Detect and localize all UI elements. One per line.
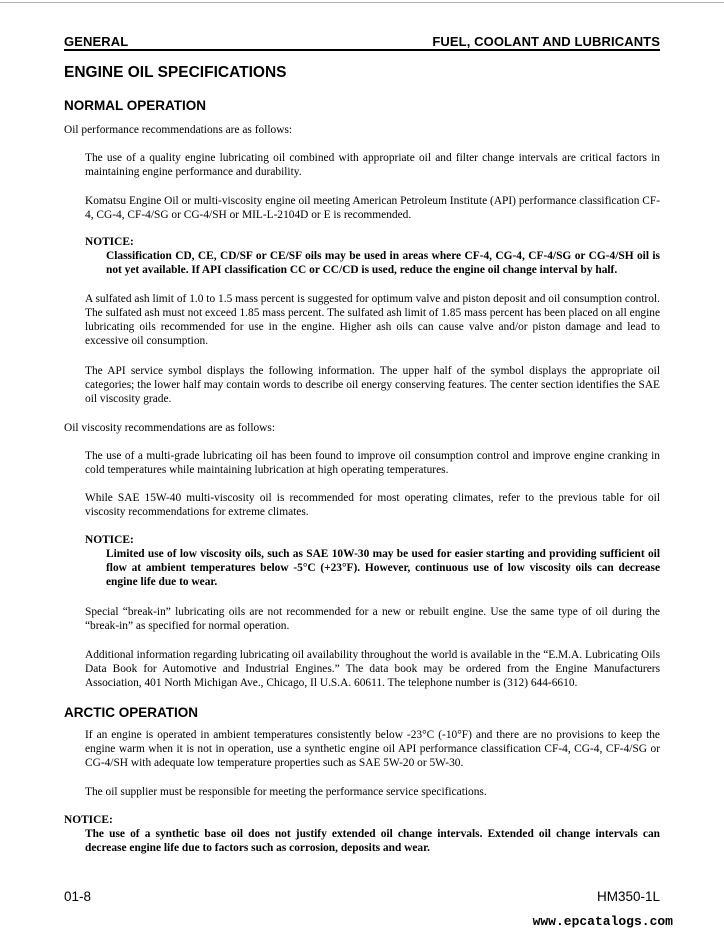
notice-label: NOTICE: xyxy=(85,534,134,546)
page-title: ENGINE OIL SPECIFICATIONS xyxy=(64,64,287,81)
notice-low-viscosity: Limited use of low viscosity oils, such as SAE 10W-30 may be used for easier starting and providing sufficient oil flow at ambient temperatures below -5°C (+23°F). However, continuous use of low viscosity oils can decrease engine life due to wear. xyxy=(106,548,660,588)
footer-page-number: 01-8 xyxy=(64,889,92,904)
viscosity-intro: Oil viscosity recommendations are as follows: xyxy=(64,422,275,434)
paragraph-api-symbol: The API service symbol displays the following information. The upper half of the symbol displays the appropriate oil categories; the lower half may contain words to describe oil energy conserving features. The center section identifies the SAE oil viscosity grade. xyxy=(85,365,660,405)
footer-model: HM350-1L xyxy=(596,889,660,904)
paragraph-arctic-synthetic: If an engine is operated in ambient temperatures consistently below -23°C (-10°F) and there are no provisions to keep the engine warm when it is not in operation, use a synthetic engine oil API performance classification CF-4, CG-4, CF-4/SG or CG-4/SH with adequate low temperature properties such as SAE 5W-20 or 5W-30. xyxy=(85,729,660,769)
paragraph-multi-grade: The use of a multi-grade lubricating oil has been found to improve oil consumption control and improve engine cranking in cold temperatures while maintaining lubrication at high operating temperatures. xyxy=(85,450,660,476)
notice-label: NOTICE: xyxy=(64,814,113,826)
performance-intro: Oil performance recommendations are as follows: xyxy=(64,124,293,136)
paragraph-quality-oil: The use of a quality engine lubricating oil combined with appropriate oil and filter change intervals are critical factors in maintaining engine performance and durability. xyxy=(85,152,660,178)
paragraph-break-in: Special “break-in” lubricating oils are not recommended for a new or rebuilt engine. Use the same type of oil during the “break-in” as specified for normal operation. xyxy=(85,606,660,632)
header-section-left: GENERAL xyxy=(64,34,129,49)
scan-edge-line xyxy=(0,2,724,3)
notice-synthetic-base: The use of a synthetic base oil does not justify extended oil change intervals. Extended oil change intervals can decrease engine life due to factors such as corrosion, deposits and wear. xyxy=(85,828,660,854)
notice-classification: Classification CD, CE, CD/SF or CE/SF oils may be used in areas where CF-4, CG-4, CF-4/SG or CG-4/SH oil is not yet available. If API classification CC or CC/CD is used, reduce the engine oil change interval by half. xyxy=(106,250,660,276)
paragraph-komatsu-oil: Komatsu Engine Oil or multi-viscosity engine oil meeting American Petroleum Institute (API) performance classification CF-4, CG-4, CF-4/SG or CG-4/SH or MIL-L-2104D or E is recommended. xyxy=(85,195,660,221)
watermark: www.epcatalogs.com xyxy=(532,914,673,929)
paragraph-ema-data-book: Additional information regarding lubricating oil availability throughout the world is available in the “E.M.A. Lubricating Oils Data Book for Automotive and Industrial Engines.” The data book may be ordered from the Engine Manufacturers Association, 401 North Michigan Ave., Chicago, Il U.S.A. 60611. The telephone number is (312) 644-6610. xyxy=(85,649,660,689)
paragraph-sulfated-ash: A sulfated ash limit of 1.0 to 1.5 mass percent is suggested for optimum valve and piston deposit and oil consumption control. The sulfated ash must not exceed 1.85 mass percent. The sulfated ash limit of 1.85 mass percent has been placed on all engine lubricating oils recommended for use in the engine. Higher ash oils can cause valve and/or piston damage and lead to excessive oil consumption. xyxy=(85,293,660,347)
normal-operation-heading: NORMAL OPERATION xyxy=(64,98,207,113)
notice-label: NOTICE: xyxy=(85,236,134,248)
arctic-operation-heading: ARCTIC OPERATION xyxy=(64,705,198,720)
paragraph-oil-supplier: The oil supplier must be responsible for meeting the performance service specifications. xyxy=(85,786,487,798)
paragraph-15w40: While SAE 15W-40 multi-viscosity oil is recommended for most operating climates, refer to the previous table for oil viscosity recommendations for extreme climates. xyxy=(85,492,660,518)
header-rule xyxy=(64,49,660,51)
header-section-right: FUEL, COOLANT AND LUBRICANTS xyxy=(432,34,660,49)
